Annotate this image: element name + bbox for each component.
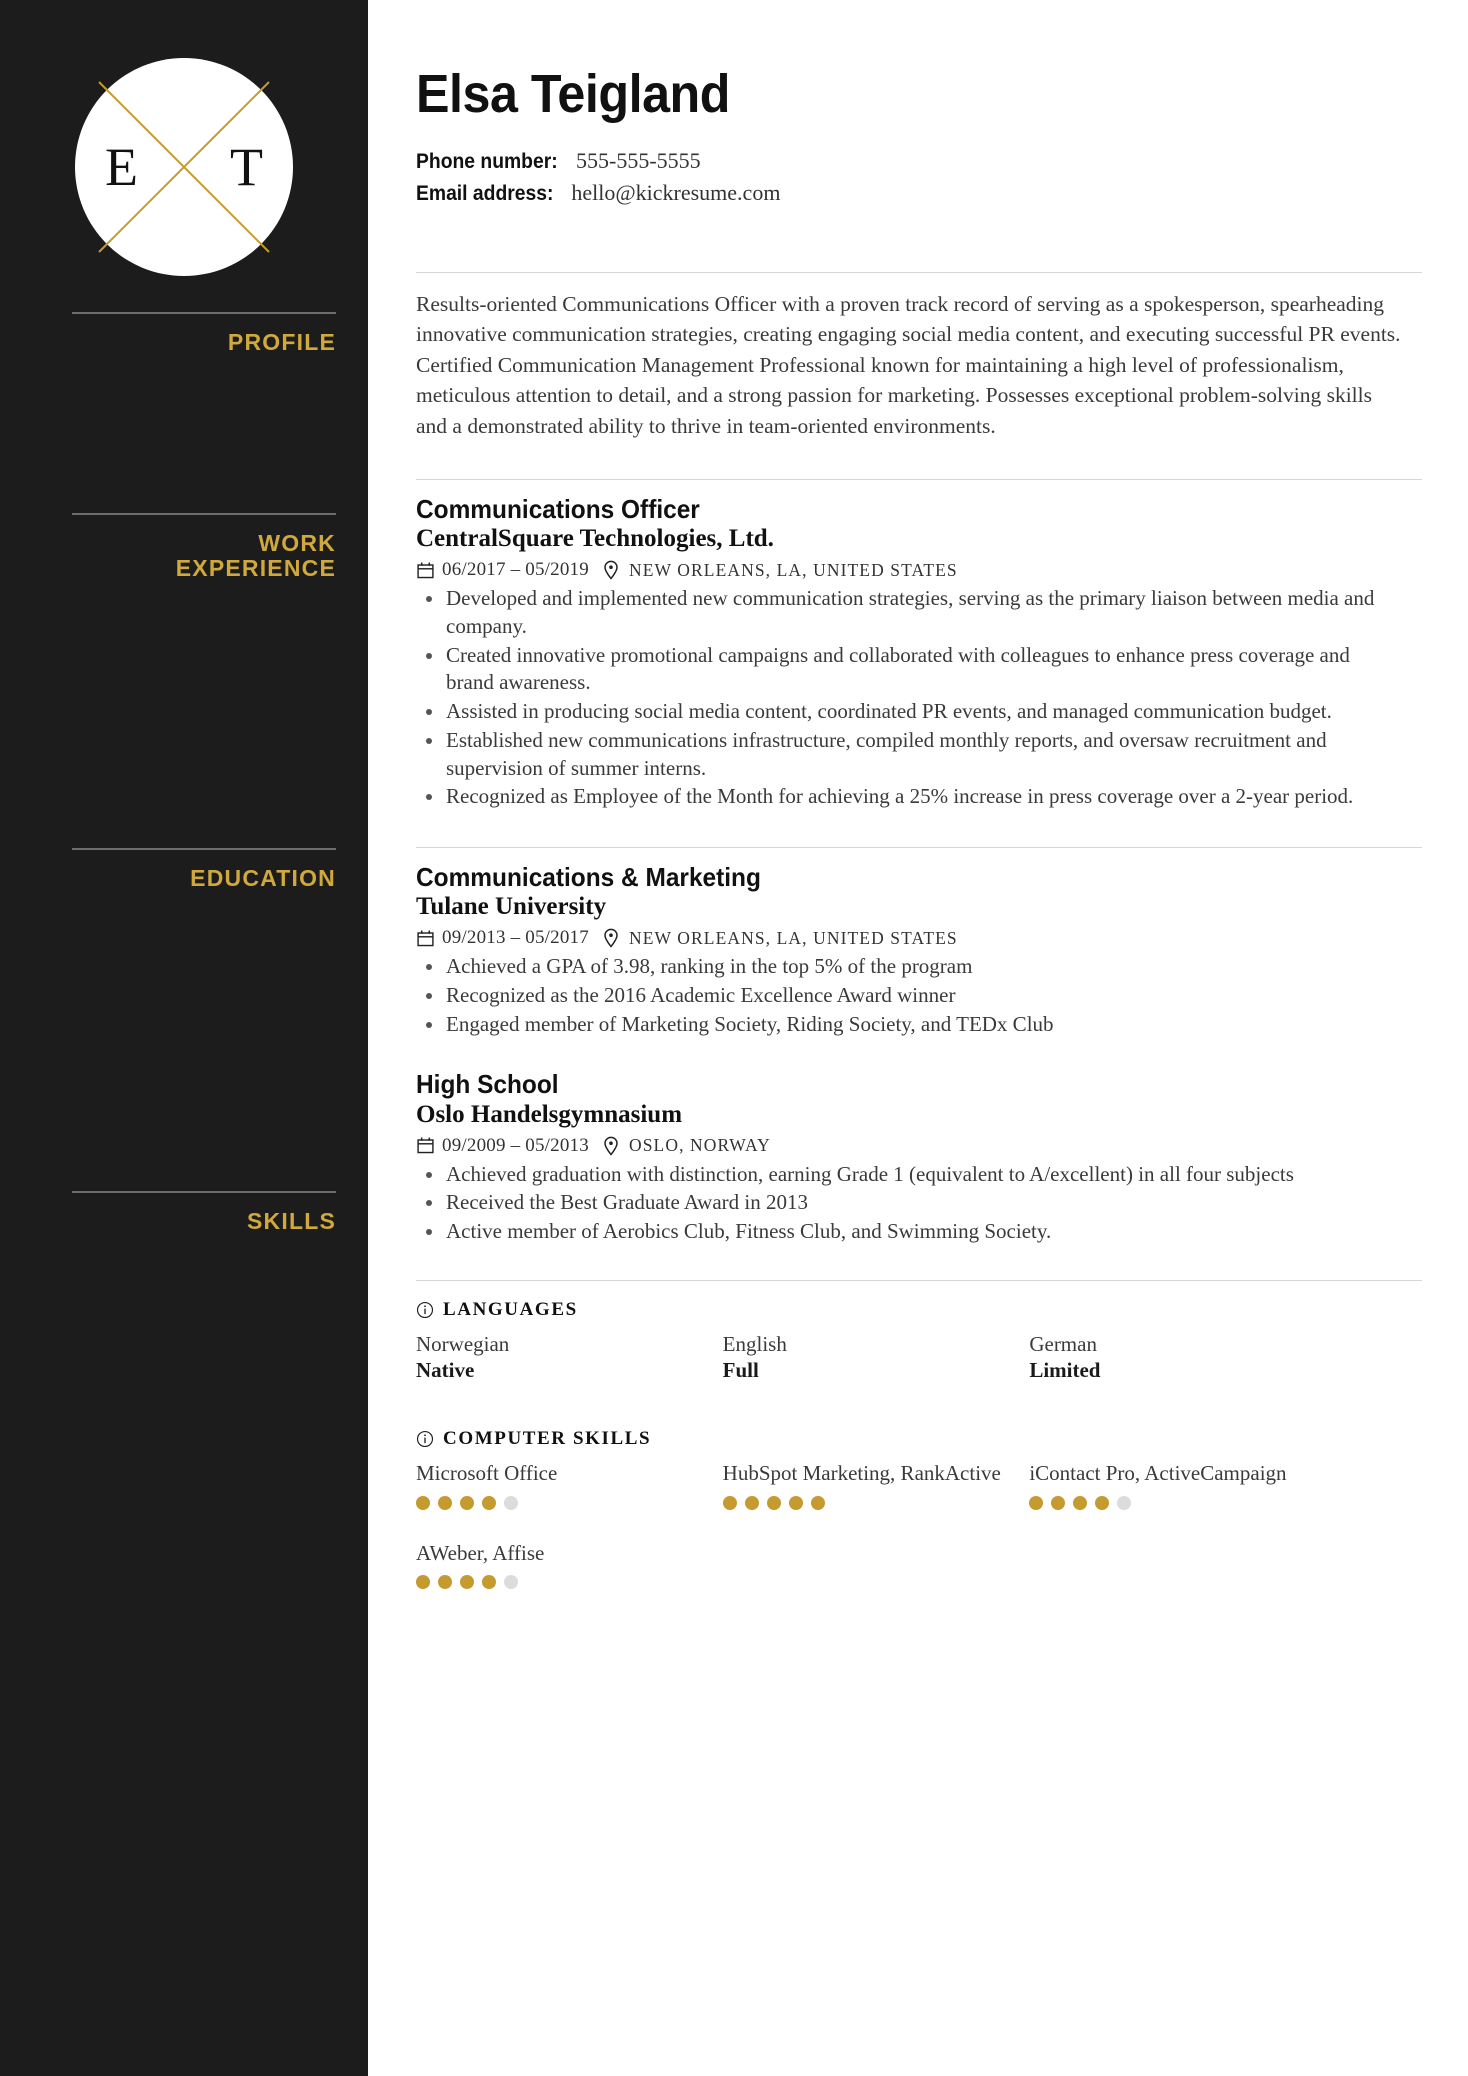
education-dates: 09/2009 – 05/2013 — [442, 1134, 589, 1156]
rating-dot — [504, 1575, 518, 1589]
skill-name: HubSpot Marketing, RankActive — [722, 1461, 1001, 1486]
calendar-icon — [416, 929, 435, 948]
logo-container — [0, 0, 368, 276]
contact-row-phone — [416, 145, 1422, 177]
skill-rating — [1029, 1496, 1316, 1510]
skill-name: iContact Pro, ActiveCampaign — [1029, 1461, 1287, 1486]
header — [416, 0, 1422, 210]
rating-dot — [789, 1496, 803, 1510]
rating-dot — [723, 1496, 737, 1510]
list-item: Established new communications infrastructure, compiled monthly reports, and oversaw recruitment and supervision of summer interns. — [416, 727, 1396, 782]
rating-dot — [1117, 1496, 1131, 1510]
sidebar-label-work-line2: EXPERIENCE — [175, 554, 336, 581]
rating-dot — [460, 1575, 474, 1589]
education-entry — [416, 1039, 1422, 1245]
language-name: Norwegian — [416, 1331, 510, 1356]
language-name: German — [1029, 1331, 1097, 1356]
skill-rating — [416, 1575, 703, 1589]
company-name: CentralSquare Technologies, Ltd. — [416, 525, 774, 553]
skill-item — [723, 1460, 1030, 1509]
education-location: NEW ORLEANS, LA, UNITED STATES — [628, 927, 958, 948]
language-level: Native — [416, 1358, 475, 1383]
language-item — [416, 1331, 723, 1385]
rating-dot — [1073, 1496, 1087, 1510]
skill-item — [416, 1460, 723, 1509]
languages-grid — [416, 1331, 1336, 1385]
skills-group-label: LANGUAGES — [443, 1298, 578, 1320]
sidebar-label-profile: PROFILE — [227, 329, 336, 355]
sidebar-label-education: EDUCATION — [190, 865, 336, 892]
sidebar-label-skills: SKILLS — [247, 1208, 336, 1235]
list-item: Engaged member of Marketing Society, Riding Society, and TEDx Club — [416, 1011, 1396, 1039]
section-profile — [416, 272, 1422, 442]
list-item: Assisted in producing social media content, coordinated PR events, and managed communication budget. — [416, 698, 1396, 726]
list-item: Active member of Aerobics Club, Fitness Club, and Swimming Society. — [416, 1218, 1396, 1246]
entry-meta — [416, 927, 1422, 949]
sidebar-item-work-experience[interactable] — [0, 513, 368, 581]
rating-dot — [504, 1496, 518, 1510]
rating-dot — [811, 1496, 825, 1510]
education-bullets — [416, 953, 1422, 1038]
education-entry — [416, 848, 1422, 1038]
location-pin-icon — [602, 928, 620, 948]
skills-group-languages — [416, 1281, 1422, 1385]
list-item: Recognized as Employee of the Month for achieving a 25% increase in press coverage over a 2-year period. — [416, 783, 1396, 811]
rating-dot — [460, 1496, 474, 1510]
skill-name: Microsoft Office — [416, 1461, 558, 1486]
computer-skills-grid — [416, 1460, 1336, 1589]
info-circle-icon — [416, 1301, 434, 1319]
rating-dot — [416, 1575, 430, 1589]
work-entry — [416, 480, 1422, 811]
language-item — [1029, 1331, 1336, 1385]
section-education — [416, 847, 1422, 1246]
employment-dates: 06/2017 – 05/2019 — [442, 559, 589, 581]
monogram-cross-circle-icon — [75, 58, 293, 276]
skill-rating — [723, 1496, 1010, 1510]
work-bullets — [416, 585, 1422, 811]
language-item — [723, 1331, 1030, 1385]
phone-label: Phone number: — [416, 149, 558, 173]
rating-dot — [416, 1496, 430, 1510]
list-item: Developed and implemented new communication strategies, serving as the primary liaison between media and company. — [416, 585, 1396, 640]
rating-dot — [1095, 1496, 1109, 1510]
sidebar-section-labels — [0, 312, 368, 1234]
sidebar-item-skills[interactable] — [0, 1191, 368, 1234]
skill-item — [1029, 1460, 1336, 1509]
rating-dot — [482, 1575, 496, 1589]
list-item: Achieved graduation with distinction, earning Grade 1 (equivalent to A/excellent) in all four subjects — [416, 1161, 1396, 1189]
skill-item — [416, 1540, 723, 1589]
contact-row-email — [416, 177, 1422, 209]
skills-group-heading — [416, 1299, 1422, 1321]
info-circle-icon — [416, 1430, 434, 1448]
page-title: Elsa Teigland — [416, 64, 730, 124]
education-location: OSLO, NORWAY — [628, 1135, 771, 1156]
section-work-experience — [416, 479, 1422, 811]
sidebar-item-education[interactable] — [0, 848, 368, 891]
sidebar — [0, 0, 368, 2076]
skills-group-heading — [416, 1428, 1422, 1450]
institution-name: Oslo Handelsgymnasium — [416, 1100, 683, 1128]
degree-title: High School — [416, 1069, 559, 1100]
rating-dot — [745, 1496, 759, 1510]
phone-value[interactable]: 555-555-5555 — [576, 147, 701, 173]
contact-block — [416, 145, 1422, 210]
language-name: English — [722, 1331, 787, 1356]
profile-summary: Results-oriented Communications Officer with a proven track record of serving as a spokesperson, spearheading innovative communication strategies, creating engaging social media content, and executing successful PR events. Certified Communication Management Professional known for maintaining a high level of professionalism, meticulous attention to detail, and a strong passion for marketing. Possesses exceptional problem-solving skills and a demonstrated ability to thrive in team-oriented environments. — [416, 291, 1401, 438]
sidebar-label-work-experience — [0, 515, 368, 581]
calendar-icon — [416, 561, 435, 580]
calendar-icon — [416, 1136, 435, 1155]
education-dates: 09/2013 – 05/2017 — [442, 927, 589, 949]
entry-meta — [416, 1135, 1422, 1157]
language-level: Full — [722, 1358, 759, 1383]
rating-dot — [482, 1496, 496, 1510]
section-skills — [416, 1280, 1422, 1589]
skills-group-label: COMPUTER SKILLS — [443, 1428, 652, 1450]
rating-dot — [1051, 1496, 1065, 1510]
list-item: Created innovative promotional campaigns and collaborated with colleagues to enhance press coverage and brand awareness. — [416, 642, 1396, 697]
main-content — [368, 0, 1468, 2076]
list-item: Recognized as the 2016 Academic Excellence Award winner — [416, 982, 1396, 1010]
skill-rating — [416, 1496, 703, 1510]
location-pin-icon — [602, 1136, 620, 1156]
language-level: Limited — [1029, 1358, 1101, 1383]
skills-group-computer — [416, 1384, 1422, 1589]
degree-title: Communications & Marketing — [416, 862, 761, 893]
monogram-initial-right: T — [230, 137, 263, 197]
sidebar-label-work-line1: WORK — [258, 529, 336, 556]
rating-dot — [438, 1496, 452, 1510]
rating-dot — [1029, 1496, 1043, 1510]
list-item: Received the Best Graduate Award in 2013 — [416, 1189, 1396, 1217]
sidebar-item-profile[interactable] — [0, 312, 368, 355]
job-title: Communications Officer — [416, 494, 700, 525]
location-pin-icon — [602, 560, 620, 580]
employment-location: NEW ORLEANS, LA, UNITED STATES — [628, 559, 958, 580]
institution-name: Tulane University — [416, 893, 607, 921]
rating-dot — [767, 1496, 781, 1510]
email-label: Email address: — [416, 182, 554, 206]
email-value[interactable]: hello@kickresume.com — [571, 180, 781, 206]
education-bullets — [416, 1161, 1422, 1246]
entry-meta — [416, 559, 1422, 581]
skill-name: AWeber, Affise — [416, 1540, 545, 1565]
rating-dot — [438, 1575, 452, 1589]
monogram-initial-left: E — [105, 137, 138, 197]
list-item: Achieved a GPA of 3.98, ranking in the top 5% of the program — [416, 953, 1396, 981]
